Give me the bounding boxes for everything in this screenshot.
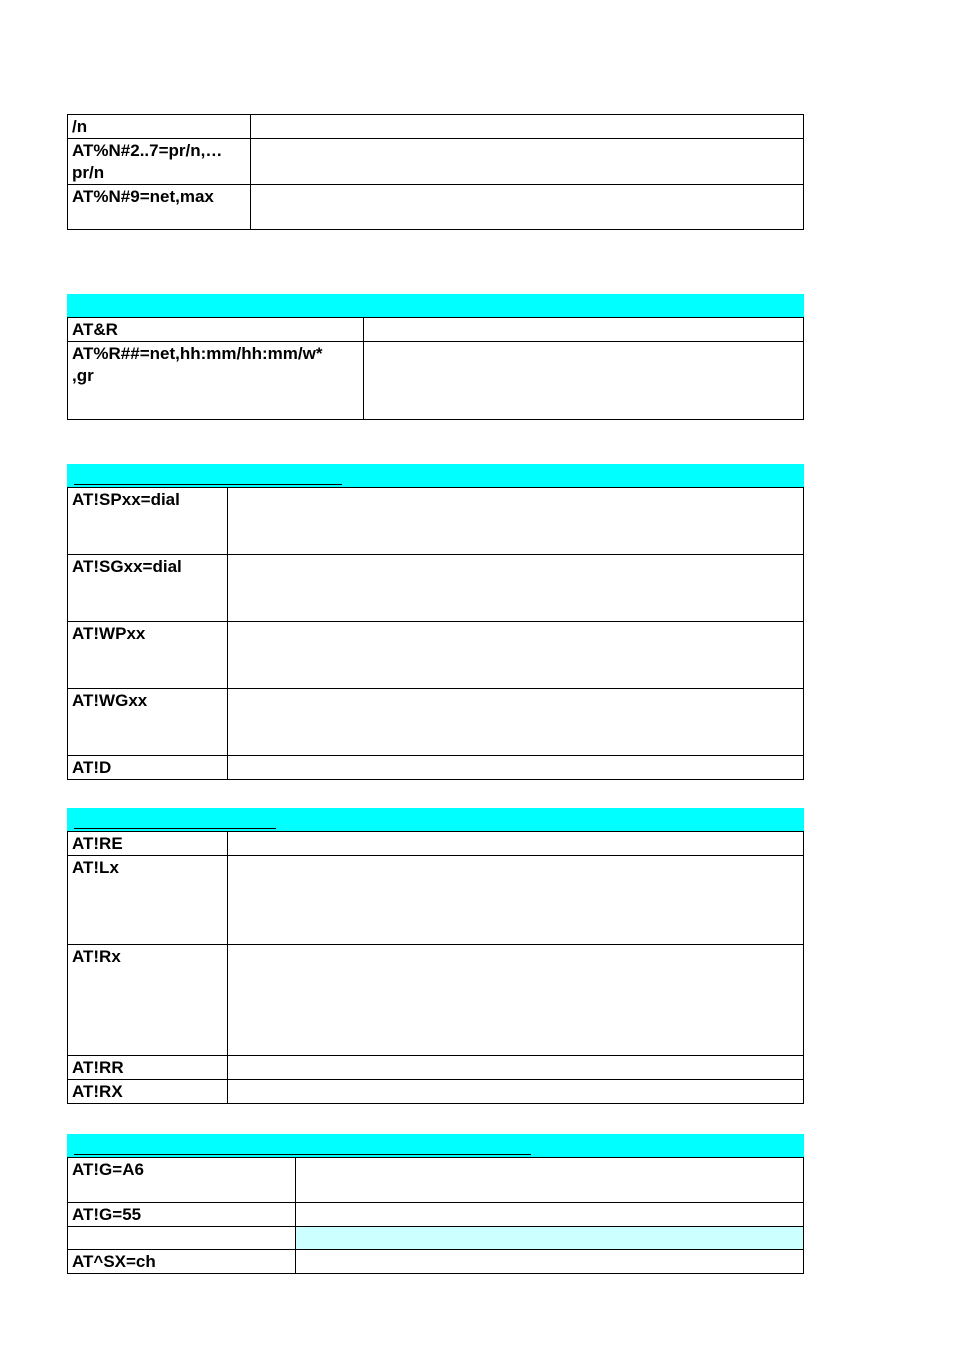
table-row	[68, 318, 804, 342]
highlighted-cell	[296, 1227, 804, 1250]
table-row	[68, 832, 804, 856]
command-cell: AT%N#9=net,max	[68, 185, 251, 230]
description-cell	[228, 488, 804, 555]
table-row	[68, 488, 804, 555]
table-row	[68, 115, 804, 139]
description-cell	[251, 139, 804, 185]
command-cell: AT!SPxx=dial	[68, 488, 228, 555]
command-cell: AT!WPxx	[68, 622, 228, 689]
section-header-underline	[74, 828, 276, 829]
command-cell: AT!RX	[68, 1080, 228, 1104]
section-header-underline	[74, 1154, 531, 1155]
table-row	[68, 342, 804, 420]
table-row	[68, 1227, 804, 1250]
description-cell	[228, 856, 804, 945]
table-row	[68, 1250, 804, 1274]
command-cell: AT!Lx	[68, 856, 228, 945]
command-table-2	[67, 317, 804, 420]
table-row	[68, 856, 804, 945]
table-row	[68, 1080, 804, 1104]
command-cell	[68, 1227, 296, 1250]
command-cell: AT!Rx	[68, 945, 228, 1056]
table-row	[68, 945, 804, 1056]
command-cell: AT!G=55	[68, 1203, 296, 1227]
command-cell: AT!RE	[68, 832, 228, 856]
command-cell: AT!RR	[68, 1056, 228, 1080]
description-cell	[364, 318, 804, 342]
command-cell: AT!G=A6	[68, 1158, 296, 1203]
section-header-band	[67, 294, 804, 317]
description-cell	[228, 832, 804, 856]
description-cell	[228, 1080, 804, 1104]
table-row	[68, 622, 804, 689]
table-row	[68, 1203, 804, 1227]
section-header-band	[67, 464, 804, 487]
command-cell: AT!SGxx=dial	[68, 555, 228, 622]
command-cell: AT%N#2..7=pr/n,… pr/n	[68, 139, 251, 185]
description-cell	[228, 945, 804, 1056]
table-row	[68, 1158, 804, 1203]
command-table-1	[67, 114, 804, 230]
table-row	[68, 185, 804, 230]
section-header-underline	[74, 484, 342, 485]
command-table-5	[67, 1157, 804, 1274]
command-table-3	[67, 487, 804, 780]
command-cell: AT^SX=ch	[68, 1250, 296, 1274]
description-cell	[296, 1158, 804, 1203]
command-cell: AT!WGxx	[68, 689, 228, 756]
command-cell: AT&R	[68, 318, 364, 342]
command-table-4	[67, 831, 804, 1104]
description-cell	[296, 1203, 804, 1227]
table-row	[68, 555, 804, 622]
table-row	[68, 756, 804, 780]
description-cell	[228, 689, 804, 756]
description-cell	[228, 555, 804, 622]
section-header-band	[67, 1134, 804, 1157]
section-header-band	[67, 808, 804, 831]
description-cell	[296, 1250, 804, 1274]
table-row	[68, 139, 804, 185]
table-row	[68, 689, 804, 756]
table-row	[68, 1056, 804, 1080]
description-cell	[364, 342, 804, 420]
description-cell	[228, 622, 804, 689]
description-cell	[251, 185, 804, 230]
command-cell: AT!D	[68, 756, 228, 780]
command-cell: AT%R##=net,hh:mm/hh:mm/w* ,gr	[68, 342, 364, 420]
description-cell	[228, 756, 804, 780]
description-cell	[251, 115, 804, 139]
command-cell: /n	[68, 115, 251, 139]
description-cell	[228, 1056, 804, 1080]
